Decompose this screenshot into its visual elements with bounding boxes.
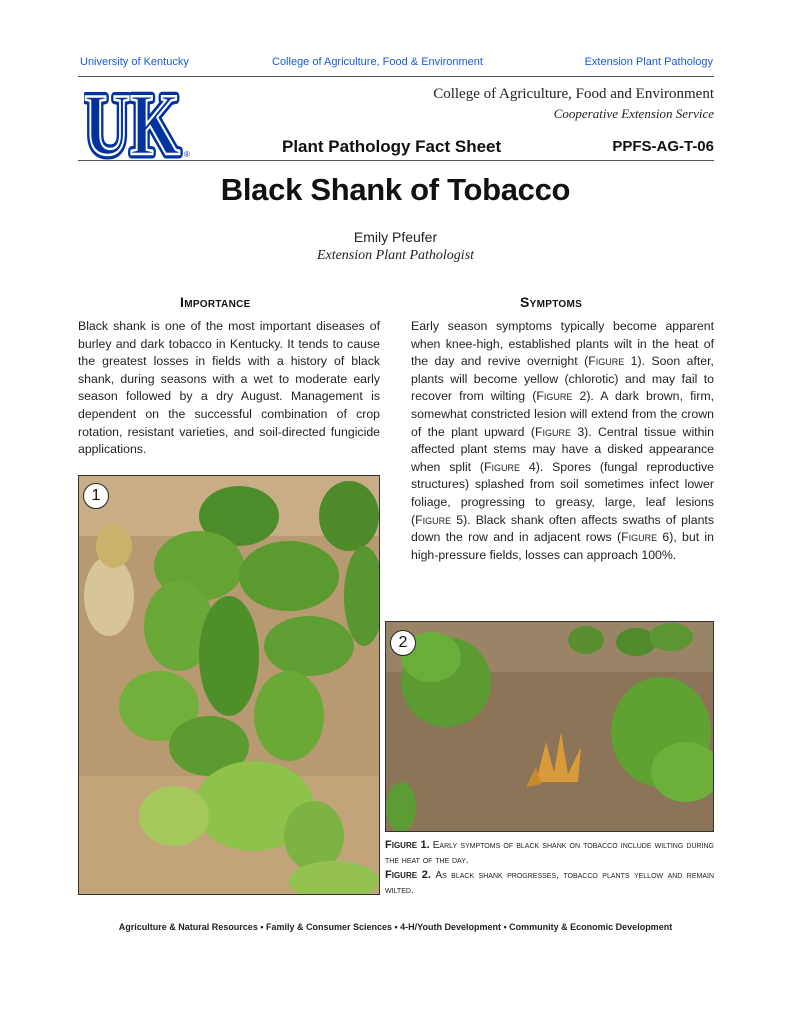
figure-2-caption-label: Figure 2. xyxy=(385,869,431,881)
symptoms-text-part: ), but in high-pressure fields, losses can approach 100%. xyxy=(411,530,714,562)
symptoms-text-part: ). A dark brown, firm, somewhat constricted lesion will extend from the crown of the plant upward ( xyxy=(411,389,714,439)
importance-heading: Importance xyxy=(180,294,251,310)
footer-programs: Agriculture & Natural Resources • Family & Consumer Sciences • 4-H/Youth Development • Community & Economic Development xyxy=(118,922,673,932)
figure-2-caption xyxy=(385,868,714,898)
title-rule xyxy=(78,160,714,161)
figure-1-caption xyxy=(385,838,714,868)
yellowed-tobacco-plant-image xyxy=(386,622,714,832)
figure-3-ref: Figure 3 xyxy=(534,424,585,439)
college-name: College of Agriculture, Food and Environment xyxy=(433,86,714,102)
symptoms-text-part: ). Spores (fungal reproductive structures) splashed from soil sometimes infect lower foliage, progressing to greasy, large, leaf lesions ( xyxy=(411,459,714,527)
uk-logo-outline: UK xyxy=(84,80,180,162)
header-rule xyxy=(78,76,714,77)
figure-6-ref: Figure 6 xyxy=(621,530,670,545)
figure-1-photo xyxy=(78,475,380,895)
figure-2-badge: 2 xyxy=(390,630,416,656)
figure-1-caption-text: Early symptoms of black shank on tobacco include wilting during the heat of the day. xyxy=(385,840,714,866)
fact-sheet-label: Plant Pathology Fact Sheet xyxy=(282,137,502,156)
author-name: Emily Pfeufer xyxy=(353,229,438,245)
document-code: PPFS-AG-T-06 xyxy=(612,138,714,155)
department-link[interactable]: Extension Plant Pathology xyxy=(584,56,713,68)
extension-service: Cooperative Extension Service xyxy=(553,106,714,121)
symptoms-heading: Symptoms xyxy=(520,294,583,310)
page-title: Black Shank of Tobacco xyxy=(220,172,571,207)
uk-logo xyxy=(84,80,192,162)
symptoms-text-part: Early season symptoms typically become apparent when knee-high, established plants wilt in the heat of the day and revive overnight ( xyxy=(411,319,714,369)
college-link[interactable]: College of Agriculture, Food & Environment xyxy=(272,56,483,68)
figure-5-ref: Figure 5 xyxy=(415,512,464,527)
figure-1-badge: 1 xyxy=(83,483,109,509)
figure-1-caption-label: Figure 1. xyxy=(385,839,430,851)
university-link[interactable]: University of Kentucky xyxy=(80,56,189,68)
symptoms-text-part: ). Soon after, plants will become yellow (chlorotic) and may fail to recover from wilting ( xyxy=(411,354,714,404)
symptoms-text xyxy=(411,318,714,564)
figure-4-ref: Figure 4 xyxy=(484,459,536,474)
symptoms-text-part: ). Black shank often affects swaths of plants down the row and in adjacent rows ( xyxy=(411,512,714,545)
figure-2-ref: Figure 2 xyxy=(536,389,587,404)
college-block xyxy=(433,86,714,122)
importance-text: Black shank is one of the most important diseases of burley and dark tobacco in Kentucky. It tends to cause the greatest losses in fields with a history of black shank, during seasons with a wet to moderate early season followed by a dry August. Management is dependent on the successful combination of crop rotation, resistant varieties, and soil-directed fungicide applications. xyxy=(78,319,380,457)
wilting-tobacco-plant-image xyxy=(79,476,380,895)
author-role: Extension Plant Pathologist xyxy=(316,248,475,263)
symptoms-text-part: ). Central tissue within affected plant stems may have a disked appearance when split ( xyxy=(411,424,715,474)
figure-1-ref: Figure 1 xyxy=(588,354,638,369)
top-bar xyxy=(80,56,713,70)
figure-2-caption-text: As black shank progresses, tobacco plants yellow and remain wilted. xyxy=(385,870,715,896)
figure-2-photo xyxy=(385,621,714,832)
registered-mark: ® xyxy=(184,150,190,159)
uk-logo-letters: UK xyxy=(84,80,180,162)
